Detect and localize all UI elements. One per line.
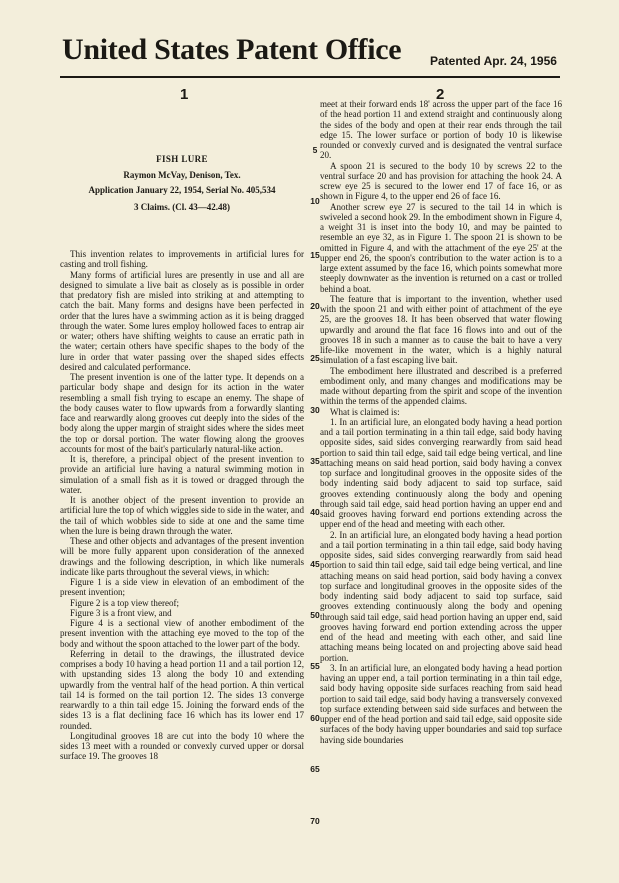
line-number: 70 (310, 816, 320, 826)
paragraph: Figure 3 is a front view, and (70, 607, 172, 618)
patent-date: Patented Apr. 24, 1956 (430, 54, 557, 68)
line-number: 15 (310, 250, 320, 260)
line-number: 20 (310, 301, 320, 311)
line-number: 40 (310, 507, 320, 517)
paragraph: meet at their forward ends 18' across the upper part of the face 16 of the head portion 11 and extend straight and continuously along the sides of the body and open at their rear ends through the tail edge 15. The lower surface or portion of body 10 is likewise rounded or convexly curved and is designated the ventral surface 20. (320, 99, 562, 161)
paragraph: Longitudinal grooves 18 are cut into the body 10 where the sides 13 meet with a rounded or convexly curved upper or dorsal surface 19. The grooves 18 (60, 730, 304, 762)
line-number: 5 (312, 145, 318, 155)
application-info: Application January 22, 1954, Serial No. 405,534 (88, 185, 276, 195)
claims-classification: 3 Claims. (Cl. 43—42.48) (134, 202, 230, 212)
line-number: 25 (310, 353, 320, 363)
claim: 3. In an artificial lure, an elongated body having a head portion having an upper end, a tail portion terminating in a thin tail edge, said body having opposite side surfaces reaching from said head portion to said tail edge, said body having a transversely convexed top surface extending between said side surfaces and between the upper end of the head portion and said tail edge, said opposite side surfaces of the body having upper boundaries and said top surface having side boundaries (320, 662, 562, 745)
inventor: Raymon McVay, Denison, Tex. (123, 170, 241, 180)
paragraph: What is claimed is: (330, 406, 400, 417)
paragraph: A spoon 21 is secured to the body 10 by screws 22 to the ventral surface 20 and has provision for attaching the hook 24. A screw eye 25 is secured to the lower end 17 of face 16, or as shown in Figure 4, to the upper end 26 of face 16. (320, 160, 562, 202)
paragraph: This invention relates to improvements in artificial lures for casting and troll fishing. (60, 249, 304, 270)
invention-title: FISH LURE (156, 154, 208, 164)
paragraph: The feature that is important to the invention, whether used with the spoon 21 and with either point of attachment of the eye 25, are the grooves 18. It has been observed that water flowing upwardly and around the flat face 16 flows into and out of the grooves 18 in such a manner as to cause the bait to have a very life-like movement in the water, which is a highly natural simulation of a fast escaping live bait. (320, 293, 562, 366)
paragraph: Referring in detail to the drawings, the illustrated device comprises a body 10 having a head portion 11 and a tail portion 12, with upstanding sides 13 along the body 10 and extending upwardly from the ventral half of the head portion. A thin vertical tail 14 is formed on the tail portion 12. The sides 13 converge rearwardly to a thin tail edge 15. Joining the forward ends of the sides 13 is a flat declining face 16 which has its lower end 17 rounded. (60, 648, 304, 731)
line-number: 30 (310, 405, 320, 415)
paragraph: Figure 2 is a top view thereof; (70, 597, 180, 608)
column-number-right: 2 (436, 86, 445, 103)
paragraph: Figure 4 is a sectional view of another embodiment of the present invention with the attaching eye moved to the top of the body and without the spoon attached to the lower part of the body. (60, 618, 304, 649)
claim: 2. In an artificial lure, an elongated body having a head portion and a tail portion terminating in a thin tail edge, said body having opposite sides, said sides converging rearwardly from said head portion to said thin tail edge, said tail edge being vertical, and line attaching means on said head portion, said body having a convex top surface and longitudinal grooves in the opposite sides of the body indenting said body adjacent to said top surface, said grooves extending continuously along the body and opening through said tail edge, said head portion having an upper end, said grooves having forward end portion extending across the upper end of the head and meeting with each other, and said line attaching means being located on and projecting above said head portion. (320, 529, 562, 663)
paragraph: It is another object of the present invention to provide an artificial lure the top of which wiggles side to side in the water, and the tail of which wobbles side to side at one and the same time when the lure is being drawn through the water. (60, 495, 304, 536)
header-rule (60, 76, 560, 78)
right-column-text (320, 99, 562, 745)
line-number: 10 (310, 196, 320, 206)
left-column-text (60, 249, 304, 762)
office-title: United States Patent Office (62, 33, 402, 66)
paragraph: Figure 1 is a side view in elevation of an embodiment of the present invention; (60, 577, 304, 598)
paragraph: It is, therefore, a principal object of the present invention to provide an artificial lure having a natural swimming motion in simulation of a small fish as it is towed or dragged through the water. (60, 454, 304, 495)
line-number: 45 (310, 559, 320, 569)
line-number: 60 (310, 713, 320, 723)
paragraph: The embodiment here illustrated and described is a preferred embodiment only, and many changes and modifications may be made without departing from the spirit and scope of the invention within the terms of the appended claims. (320, 365, 562, 407)
line-number: 50 (310, 610, 320, 620)
line-number: 65 (310, 764, 320, 774)
line-number: 35 (310, 456, 320, 466)
claim: 1. In an artificial lure, an elongated body having a head portion and a tail portion terminating in a thin tail edge, said body having opposite sides, said sides converging rearwardly from said head portion to said thin tail edge, said tail edge being vertical, and line attaching means on said head portion, said body having a convex top surface and longitudinal grooves in the opposite sides of the body indenting said body adjacent to said top surface, said grooves extending continuously along the body and opening through said tail edge, said head portion having an upper end and said grooves having forward end portions extending across the upper end of the head and meeting with each other. (320, 416, 562, 530)
paragraph: Many forms of artificial lures are presently in use and all are designed to simulate a live bait as closely as is possible in order that predatory fish are misled into striking at and attempting to catch the bait. Many forms and designs have been perfected in order that the lures have a swimming action as it is being dragged through the water. Some lures employ hollowed faces to entrap air or water; others have shifting weights to cause an erratic path in the water; certain others have specific shapes to the body of the lure in order that water passing over the shaped sides effects desired and calculated performance. (60, 269, 304, 372)
column-number-left: 1 (180, 86, 189, 103)
paragraph: Another screw eye 27 is secured to the tail 14 in which is swiveled a second hook 29. In the embodiment shown in Figure 4, a weight 31 is inset into the body 10, and may be painted to resemble an eye 32, as in Figure 1. The spoon 21 is shown to be omitted in Figure 4, and with the attachment of the eye 25' at the upper end 26, the spoon's contribution to the water action is to a large extent assumed by the face 16, which points somewhat more steeply downwater as the invention is returned on a cast or trolled behind a boat. (320, 201, 562, 294)
paragraph: These and other objects and advantages of the present invention will be more fully apparent upon consideration of the annexed drawings and the following description, in which like numerals indicate like parts throughout the several views, in which: (60, 536, 304, 577)
paragraph: The present invention is one of the latter type. It depends on a particular body shape and design for its action in the water resembling a small fish trying to escape an enemy. The shape of the body causes water to flow upwards from a forwardly slanting face and rearwardly along grooves cut deeply into the sides of the body along the upper margin of straight sides where the sides meet the top or dorsal portion. The water flowing along the grooves accounts for most of the bait's particularly natural-like action. (60, 372, 304, 454)
line-number: 55 (310, 661, 320, 671)
